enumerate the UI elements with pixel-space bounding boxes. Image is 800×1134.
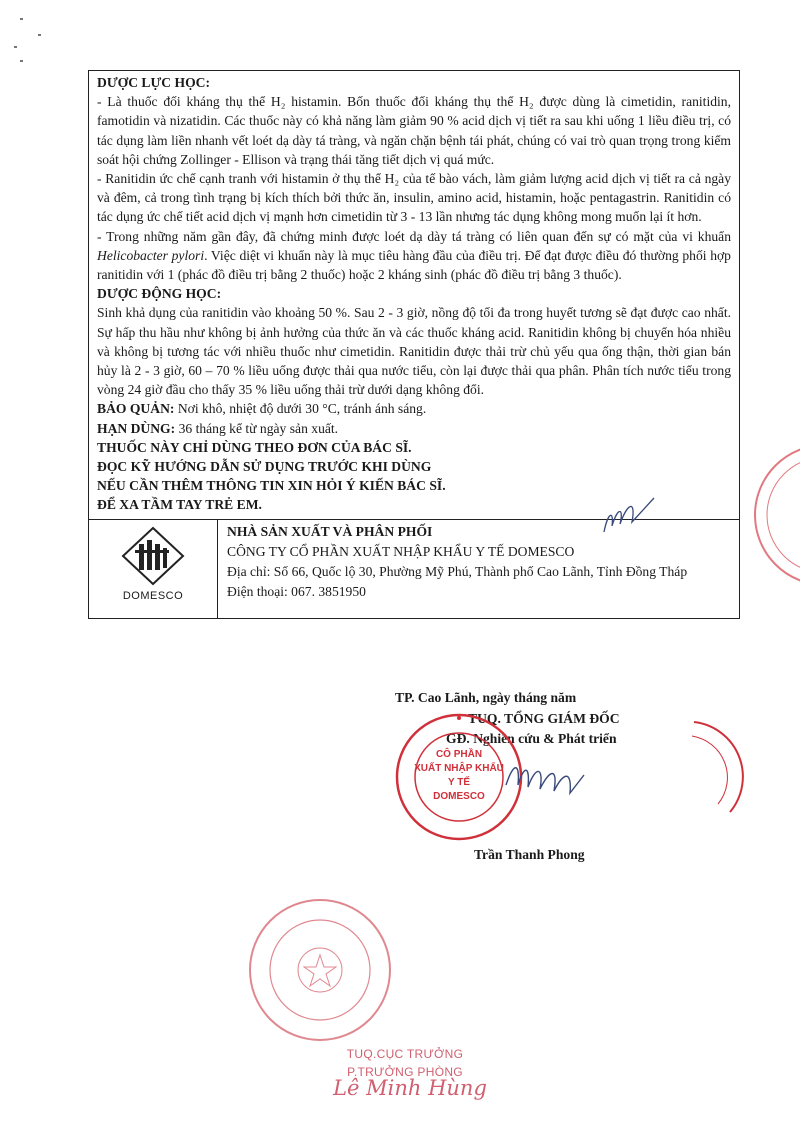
warning-ask-doctor: NẾU CẦN THÊM THÔNG TIN XIN HỎI Ý KIẾN BÁC SĨ. — [97, 478, 446, 494]
company-phone: Điện thoại: 067. 3851950 — [227, 583, 366, 599]
bacteria-name: Helicobacter pylori — [97, 247, 205, 263]
domesco-logo-label: DOMESCO — [122, 589, 184, 602]
company-name: CÔNG TY CỔ PHẦN XUẤT NHẬP KHẨU Y TẾ DOMESCO — [227, 543, 575, 559]
authority-line-1: TUQ.CỤC TRƯỞNG — [346, 1047, 464, 1061]
partial-stamp-right — [690, 712, 750, 822]
stamp-line-2: XUẤT NHẬP KHẨU — [414, 763, 504, 774]
signer-role-1: TUQ. TỔNG GIÁM ĐỐC — [468, 711, 620, 726]
leaflet-content — [89, 71, 739, 519]
manufacturer-heading: NHÀ SẢN XUẤT VÀ PHÂN PHỐI — [227, 523, 433, 539]
domesco-logo — [89, 520, 218, 618]
storage-line: BẢO QUẢN: Nơi khô, nhiệt độ dưới 30 °C, tránh ánh sáng. — [97, 401, 427, 417]
director-signature — [500, 755, 590, 805]
authority-signature: Lê Minh Hùng — [333, 1076, 487, 1100]
signer-role-2: GĐ. Nghiên cứu & Phát triển — [446, 731, 617, 746]
initials-signature — [596, 492, 666, 540]
place-date: TP. Cao Lãnh, ngày tháng năm — [395, 690, 577, 705]
pharmacokinetics-heading: DƯỢC ĐỘNG HỌC: — [97, 286, 222, 302]
pharmacodynamics-para-3: - Trong những năm gần đây, đã chứng minh được loét dạ dày tá tràng có liên quan đến sự có mặt của vi khuẩn Helicobacter pylori. Việc diệt vi khuẩn này là mục tiêu hàng đầu của điều trị. Để đạt được điều đó thường phối hợp ranitidin với 1 (phác đồ điều trị bằng 2 thuốc) hoặc 2 kháng sinh (phác đồ điều trị bằng 3 thuốc). — [97, 228, 731, 283]
stamp-line-4: DOMESCO — [433, 791, 485, 802]
pharmacodynamics-para-2: - Ranitidin ức chế cạnh tranh với histamin ở thụ thể H₂ của tế bào vách, làm giảm lượng acid dịch vị tiết ra cả ngày và đêm, cả trong tình trạng bị kích thích bởi thức ăn, insulin, amino acid, histamin, hoặc pentagastrin. Ranitidin có tác dụng ức chế tiết acid dịch vị mạnh hơn cimetidin từ 3 - 13 lần nhưng tác dụng không mong muốn lại ít hơn. — [97, 171, 731, 225]
expiry-line: HẠN DÙNG: 36 tháng kể từ ngày sản xuất. — [97, 420, 339, 436]
domesco-logo-icon — [89, 520, 217, 590]
warning-prescription: THUỐC NÀY CHỈ DÙNG THEO ĐƠN CỦA BÁC SĨ. — [97, 439, 412, 455]
authority-line-2: P.TRƯỞNG PHÒNG — [347, 1065, 463, 1079]
warning-children: ĐỂ XA TẦM TAY TRẺ EM. — [97, 497, 262, 513]
pharmacokinetics-text: Sinh khả dụng của ranitidin vào khoảng 50 %. Sau 2 - 3 giờ, nồng độ tối đa trong huyết tương sẽ đạt được cao nhất. Sự hấp thu hầu như không bị ảnh hưởng của thức ăn và các thuốc kháng acid. Ranitidin không bị chuyển hóa nhiều và không bị tương tác với nhiều thuốc như cimetidin. Ranitidin được thải trừ chủ yếu qua ống thận, thời gian bán hủy là 2 - 3 giờ, 60 – 70 % liều uống được thải qua nước tiểu, còn lại được thải qua phân. Phân tích nước tiểu trong vòng 24 giờ đầu cho thấy 35 % liều uống thải trừ dưới dạng không đổi. — [97, 305, 731, 398]
stamp-line-1: CÔ PHẦN — [435, 749, 483, 760]
edge-stamp — [730, 440, 800, 590]
stamp-line-3: Y TẾ — [447, 777, 471, 788]
company-address: Địa chỉ: Số 66, Quốc lộ 30, Phường Mỹ Phú, Thành phố Cao Lãnh, Tỉnh Đồng Tháp — [227, 563, 688, 579]
warning-read-instructions: ĐỌC KỸ HƯỚNG DẪN SỬ DỤNG TRƯỚC KHI DÙNG — [97, 459, 432, 475]
authority-stamp-icon — [245, 895, 395, 1045]
signer-name: Trần Thanh Phong — [474, 847, 585, 862]
pharmacodynamics-heading: DƯỢC LỰC HỌC: — [97, 75, 211, 90]
pharmacodynamics-para-1: - Là thuốc đối kháng thụ thể H₂ histamin. Bốn thuốc đối kháng thụ thể H₂ được dùng là cimetidin, ranitidin, famotidin và nizatidin. Các thuốc này có khả năng làm giảm 90 % acid dịch vị tiết ra sau khi uống 1 liều điều trị, có tác dụng làm liền nhanh vết loét dạ dày tá tràng, và ngăn chặn bệnh tái phát, chúng có vai trò quan trọng trong kiểm soát hội chứng Zollinger - Ellison và trạng thái tăng tiết dịch vị quá mức. — [97, 94, 731, 167]
